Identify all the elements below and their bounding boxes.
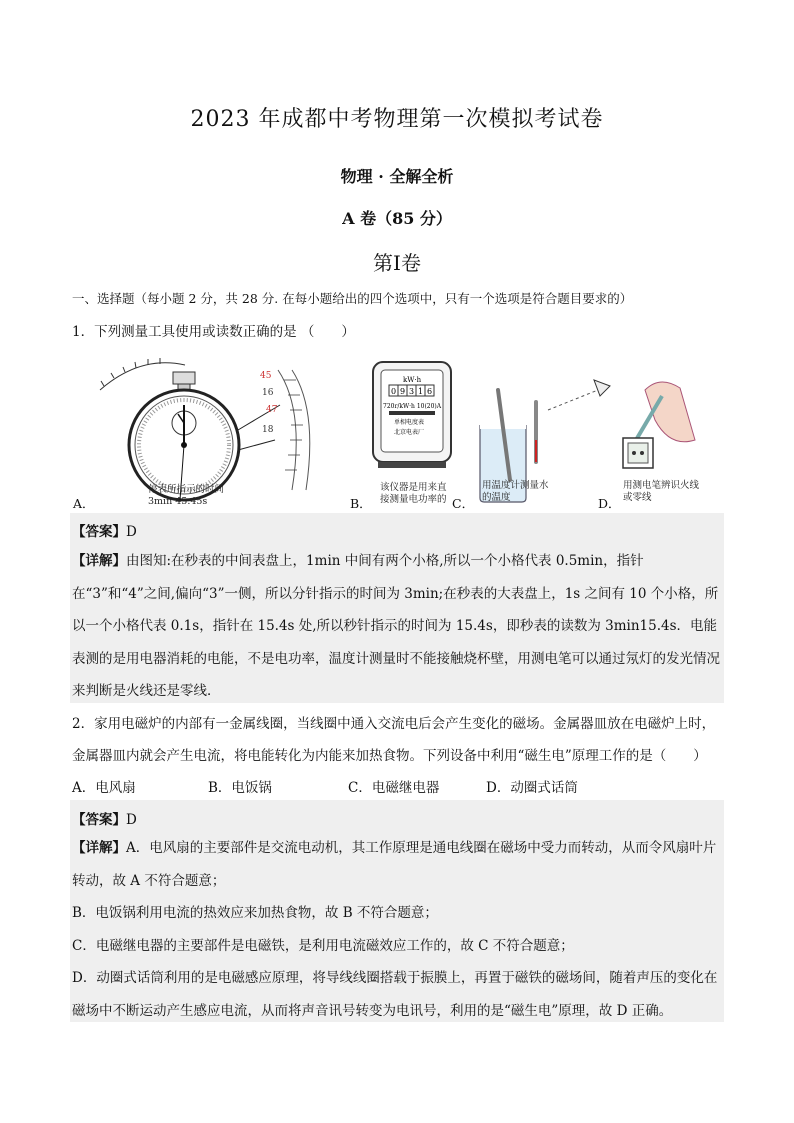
- question-2-stem-line-1: 2．家用电磁炉的内部有一金属线圈，当线圈中通入交流电后会产生变化的磁场。金属器皿放在电磁炉上时，: [72, 716, 716, 732]
- question-2-detail: [72, 832, 722, 1027]
- detail-b: B．电饭锅利用电流的热效应来加热食物，故 B 不符合题意；: [72, 905, 438, 921]
- detail-label: 【详解】: [72, 840, 126, 856]
- figure-b-caption-2: 接测量电功率的: [380, 494, 447, 505]
- meter-line-3: 北京电表厂: [394, 429, 425, 436]
- section-instruction: 一、选择题（每小题 2 分，共 28 分. 在每小题给出的四个选项中，只有一个选项是符合题目要求的）: [72, 291, 633, 306]
- meter-line-1: 720r/kW·h 10(20)A: [383, 403, 442, 410]
- question-1-stem: 1．下列测量工具使用或读数正确的是 （ ）: [72, 324, 355, 340]
- option-b: B．电饭锅: [208, 780, 272, 796]
- figure-c-label: C．: [452, 496, 475, 511]
- meter-digit-3: 3: [409, 387, 415, 396]
- figure-a-caption-2: 3min 45.45s: [148, 496, 208, 507]
- answer-label: 【答案】: [72, 812, 126, 828]
- scale-figure: [260, 370, 310, 490]
- section-heading: A 卷（85 分）: [342, 209, 452, 228]
- figure-b-caption-1: 该仪器是用来直: [380, 482, 447, 493]
- scale-label-3: 47: [266, 405, 278, 415]
- question-2-answer: [72, 808, 137, 828]
- option-c: C．电磁继电器: [348, 780, 440, 796]
- meter-digit-2: 9: [400, 387, 406, 396]
- question-2-options: [72, 776, 578, 796]
- page-title: 2023 年成都中考物理第一次模拟考试卷: [190, 107, 604, 132]
- test-pen-figure: [623, 382, 695, 468]
- meter-digit-1: 0: [391, 387, 397, 396]
- answer-value: D: [126, 524, 137, 540]
- option-d: D．动圈式话筒: [486, 780, 578, 796]
- detail-label: 【详解】: [72, 553, 126, 569]
- figure-a-caption-1: 停表所指示的时间: [148, 484, 225, 495]
- figure-d-label: D．: [598, 496, 621, 511]
- scale-label-2: 16: [262, 388, 274, 398]
- electric-meter-figure: [373, 362, 451, 468]
- question-1-figures: [70, 350, 730, 512]
- figure-c-caption-1: 用温度计测量水: [482, 480, 549, 491]
- detail-text: 由图知:在秒表的中间表盘上，1min 中间有两个小格,所以一个小格代表 0.5min，指针在“3”和“4”之间,偏向“3”一侧，所以分针指示的时间为 3min;在秒表的大表盘上，1s 之间有 10 个小格，所以一个小格代表 0.1s，指针在 15.4s 处,所以秒针指示的时间为 15.4s，即秒表的读数为 3min15.4s．电能表测的是用电器消耗的电能，不是电功率，温度计测量时不能接触烧杯壁，用测电笔可以通过氖灯的发光情况来判断是火线还是零线．: [72, 553, 720, 699]
- meter-unit: kW·h: [403, 376, 422, 384]
- figure-a-label: A．: [73, 496, 95, 511]
- question-2-stem-line-2: 金属器皿内就会产生电流，将电能转化为内能来加热食物。下列设备中利用“磁生电”原理工作的是（ ）: [72, 748, 707, 764]
- figure-c-caption-2: 的温度: [482, 492, 511, 503]
- meter-line-2: 单相电度表: [394, 419, 425, 426]
- option-a: A．电风扇: [72, 780, 136, 796]
- figure-b-label: B．: [350, 496, 372, 511]
- answer-label: 【答案】: [72, 524, 126, 540]
- page-subtitle: 物理 · 全解全析: [340, 167, 454, 186]
- part-heading: 第Ⅰ卷: [373, 251, 421, 275]
- figure-d-caption-1: 用测电笔辨识火线: [623, 480, 700, 491]
- detail-a: [72, 832, 722, 897]
- stopwatch-figure: [100, 358, 280, 500]
- meter-digit-4: 1: [418, 387, 424, 396]
- scale-label-1: 45: [260, 371, 272, 381]
- scale-label-4: 18: [262, 425, 274, 435]
- question-1-detail: [72, 545, 722, 708]
- meter-digit-5: 6: [427, 387, 433, 396]
- detail-d: D．动圈式话筒利用的是电磁感应原理，将导线线圈搭载于振膜上，再置于磁铁的磁场间，随着声压的变化在磁场中不断运动产生感应电流，从而将声音讯号转变为电讯号，利用的是“磁生电”原理，故 D 正确。: [72, 970, 718, 1019]
- answer-value: D: [126, 812, 137, 828]
- figure-d-caption-2: 或零线: [623, 492, 652, 503]
- detail-a-text: A．电风扇的主要部件是交流电动机，其工作原理是通电线圈在磁场中受力而转动，从而令风扇叶片转动，故 A 不符合题意；: [72, 840, 717, 889]
- detail-c: C．电磁继电器的主要部件是电磁铁，是利用电流磁效应工作的，故 C 不符合题意；: [72, 937, 574, 954]
- question-1-answer: [72, 520, 137, 540]
